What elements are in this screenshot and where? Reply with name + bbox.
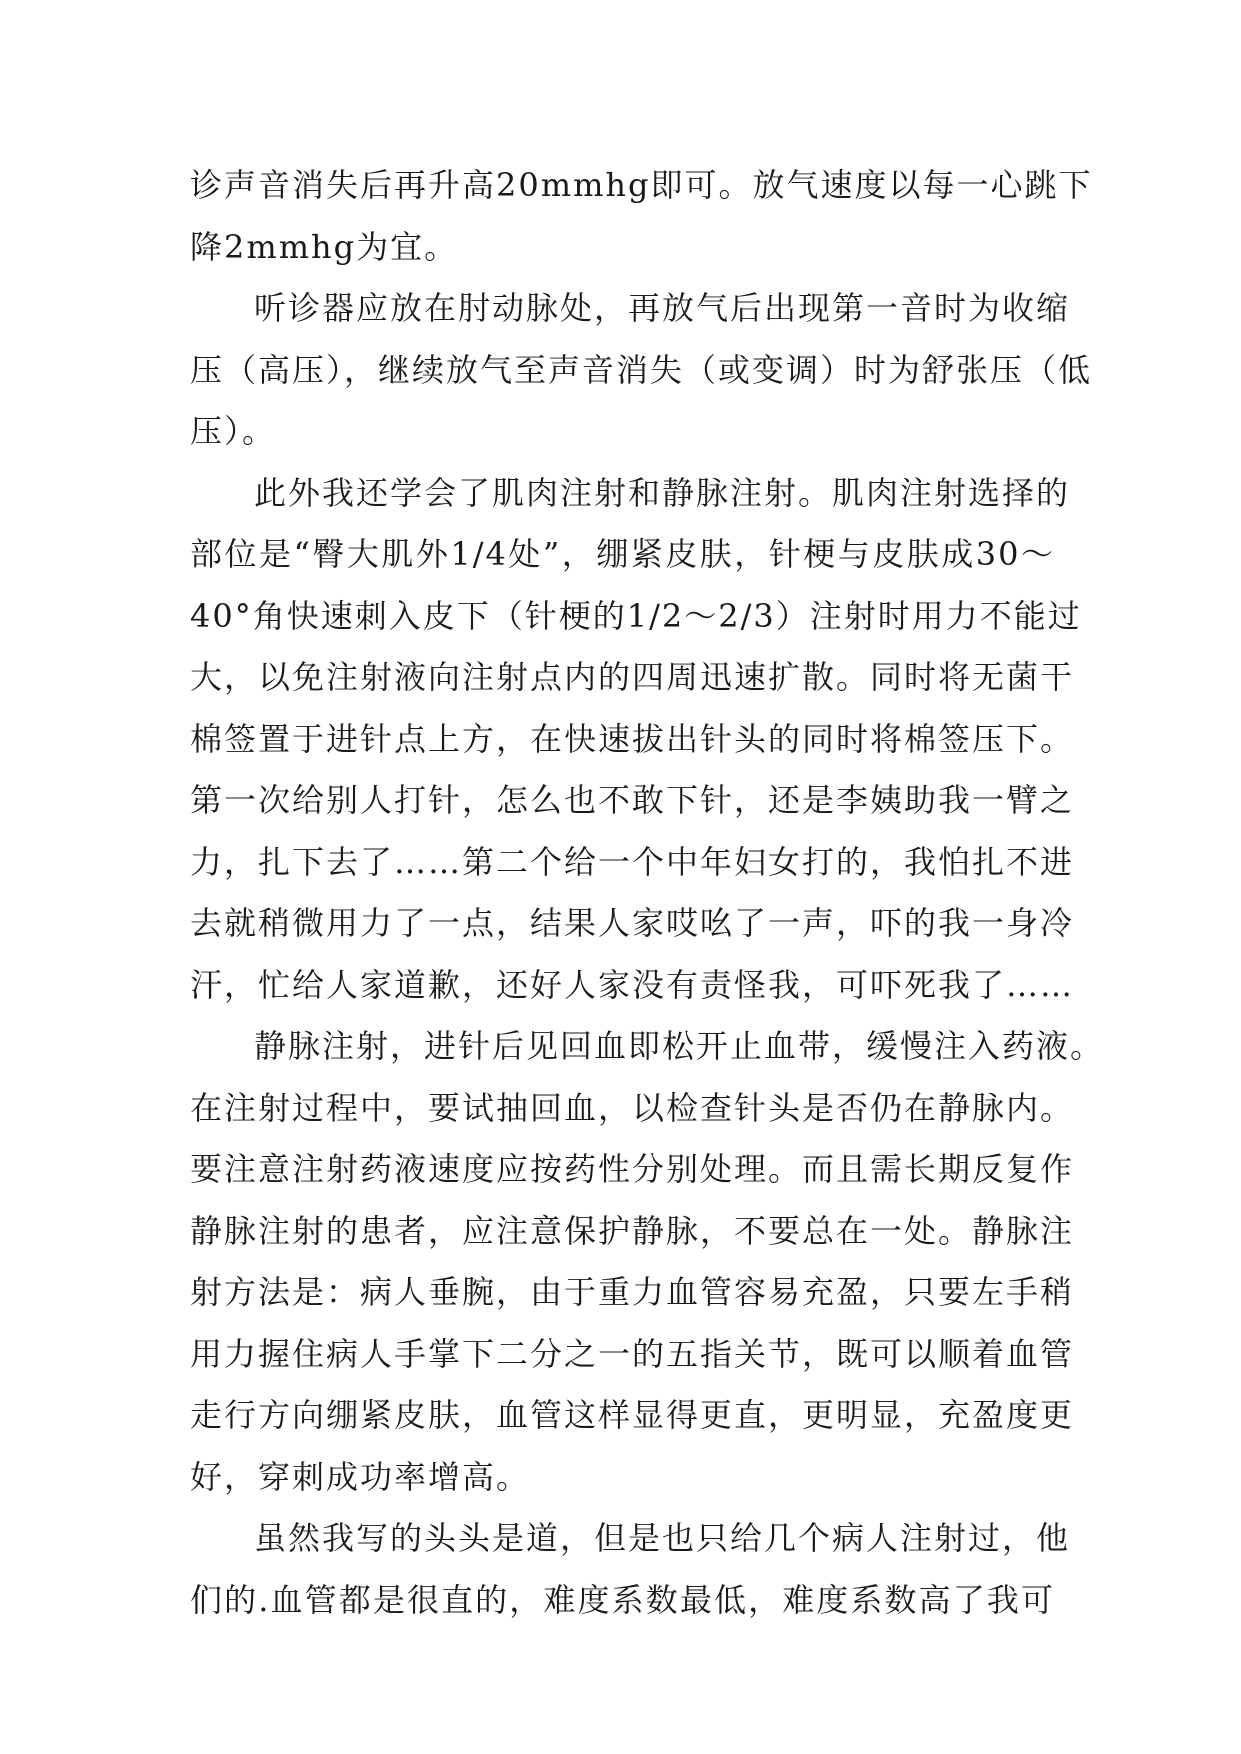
text-line: 降2mmhg为宜。 <box>190 227 459 266</box>
text-line: 此外我还学会了肌肉注射和静脉注射。肌肉注射选择的 <box>254 473 1071 512</box>
text-line: 汗，忙给人家道歉，还好人家没有责怪我，可吓死我了…… <box>190 965 1075 1004</box>
text-line: 虽然我写的头头是道，但是也只给几个病人注射过，他 <box>254 1519 1071 1557</box>
text-line: 力，扎下去了……第二个给一个中年妇女打的，我怕扎不进 <box>190 842 1075 881</box>
text-line: 大，以免注射液向注射点内的四周迅速扩散。同时将无菌干 <box>190 658 1075 696</box>
text-line: 射方法是：病人垂腕，由于重力血管容易充盈，只要左手稍 <box>190 1273 1075 1311</box>
text-line: 听诊器应放在肘动脉处，再放气后出现第一音时为收缩 <box>254 289 1071 327</box>
text-line: 诊声音消失后再升高20mmhg即可。放气速度以每一心跳下 <box>190 166 1093 204</box>
text-line: 第一次给别人打针，怎么也不敢下针，还是李姨助我一臂之 <box>190 781 1075 819</box>
text-line: 部位是“臀大肌外1/4处”，绷紧皮肤，针梗与皮肤成30～ <box>190 535 1055 573</box>
text-line: 压（高压），继续放气至声音消失（或变调）时为舒张压（低 <box>190 350 1093 389</box>
text-line: 40°角快速刺入皮下（针梗的1/2～2/3）注射时用力不能过 <box>190 596 1082 635</box>
text-line: 静脉注射的患者，应注意保护静脉，不要总在一处。静脉注 <box>190 1211 1075 1250</box>
text-line: 去就稍微用力了一点，结果人家哎吆了一声，吓的我一身冷 <box>190 904 1075 942</box>
text-line: 静脉注射，进针后见回血即松开止血带，缓慢注入药液。 <box>254 1027 1105 1065</box>
text-line: 们的.血管都是很直的，难度系数最低，难度系数高了我可 <box>190 1580 1055 1619</box>
document-page <box>190 155 1105 1631</box>
text-line: 棉签置于进针点上方，在快速拔出针头的同时将棉签压下。 <box>190 719 1075 758</box>
text-line: 压）。 <box>190 412 277 450</box>
text-line: 在注射过程中，要试抽回血，以检查针头是否仍在静脉内。 <box>190 1088 1075 1127</box>
text-line: 走行方向绷紧皮肤，血管这样显得更直，更明显，充盈度更 <box>190 1396 1075 1434</box>
text-line: 用力握住病人手掌下二分之一的五指关节，既可以顺着血管 <box>190 1334 1075 1373</box>
text-line: 好，穿刺成功率增高。 <box>190 1457 531 1496</box>
text-line: 要注意注射药液速度应按药性分别处理。而且需长期反复作 <box>190 1150 1075 1188</box>
